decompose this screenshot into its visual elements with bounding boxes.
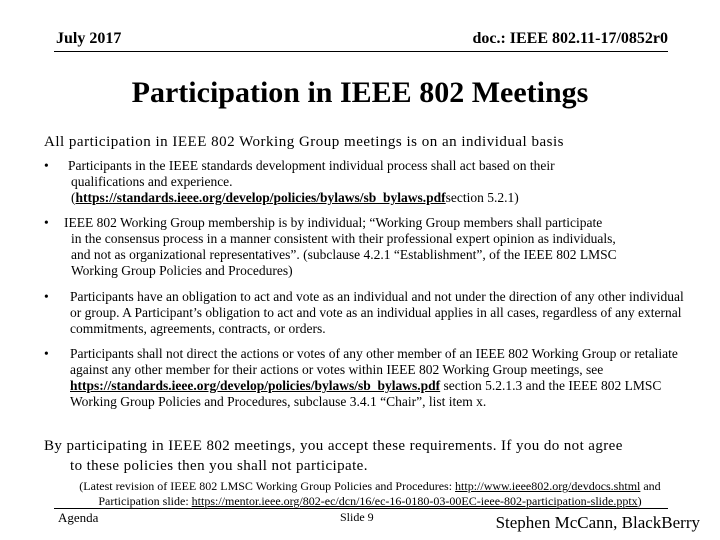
devdocs-link[interactable]: http://www.ieee802.org/devdocs.shtml — [455, 479, 641, 493]
header-divider — [54, 51, 668, 52]
footer-divider — [54, 508, 668, 509]
closing-line-2: to these policies then you shall not participate. — [70, 458, 368, 474]
participation-slide-link[interactable]: https://mentor.ieee.org/802-ec/dcn/16/ec-16-0180-03-00EC-ieee-802-participation-slide.pptx — [191, 494, 638, 508]
intro-statement: All participation in IEEE 802 Working Group meetings is on an individual basis — [44, 134, 564, 150]
bullet-symbol: • — [44, 289, 49, 304]
footer-section-label: Agenda — [58, 510, 99, 525]
bullet-text: Participants have an obligation to act and vote as an individual and not under the direction of any other individual or group. A Participant’s obligation to act and vote as an individual applies in all cases, regardless of any external commitments, agreements, contracts, or orders. — [70, 289, 684, 336]
closing-line-1: By participating in IEEE 802 meetings, you accept these requirements. If you do not agree — [44, 438, 623, 454]
footnote-mid: and Participation slide: — [98, 479, 661, 508]
bullet-line: qualifications and experience. — [71, 174, 233, 189]
bullet-text-after: section 5.2.1.3 and the IEEE 802 LMSC Working Group Policies and Procedures, subclause 3.4.1 “Chair”, list item x. — [70, 378, 662, 409]
header-date: July 2017 — [56, 30, 122, 47]
bullet-symbol: • — [44, 215, 49, 230]
footer-slide-number: Slide 9 — [340, 510, 374, 524]
bylaws-link-2[interactable]: https://standards.ieee.org/develop/policies/bylaws/sb_bylaws.pdf — [70, 378, 441, 393]
link-prefix: ( — [71, 190, 76, 205]
bullet-symbol: • — [44, 158, 49, 173]
closing-statement — [44, 436, 694, 476]
bullet-text — [70, 346, 684, 410]
footnote-prefix: (Latest revision of IEEE 802 LMSC Working Group Policies and Procedures: — [79, 479, 456, 493]
bullet-line: in the consensus process in a manner consistent with their professional expert opinion as individuals, — [71, 231, 616, 246]
bullet-line: Working Group Policies and Procedures) — [71, 263, 293, 278]
bylaws-link[interactable]: https://standards.ieee.org/develop/policies/bylaws/sb_bylaws.pdf — [75, 190, 446, 205]
bullet-text-before: Participants shall not direct the actions or votes of any other member of an IEEE 802 Working Group or retaliate against any other member for their actions or votes within IEEE 802 Working Group meetings, see — [70, 346, 678, 377]
bullet-line: and not as organizational representatives”. (subclause 4.2.1 “Establishment”, of the IEEE 802 LMSC — [71, 247, 617, 262]
footer-author: Stephen McCann, BlackBerry — [495, 513, 700, 532]
revision-footnote — [60, 479, 680, 509]
slide-title: Participation in IEEE 802 Meetings — [131, 76, 589, 109]
header-doc-number: doc.: IEEE 802.11-17/0852r0 — [472, 30, 668, 47]
bullet-line-with-link — [68, 190, 684, 206]
bullet-line: IEEE 802 Working Group membership is by individual; “Working Group members shall participate — [64, 215, 603, 230]
bullet-symbol: • — [44, 346, 49, 361]
footnote-suffix: ) — [637, 494, 642, 508]
link-suffix: section 5.2.1) — [445, 190, 519, 205]
bullet-line: Participants in the IEEE standards development individual process shall act based on their — [68, 158, 555, 173]
